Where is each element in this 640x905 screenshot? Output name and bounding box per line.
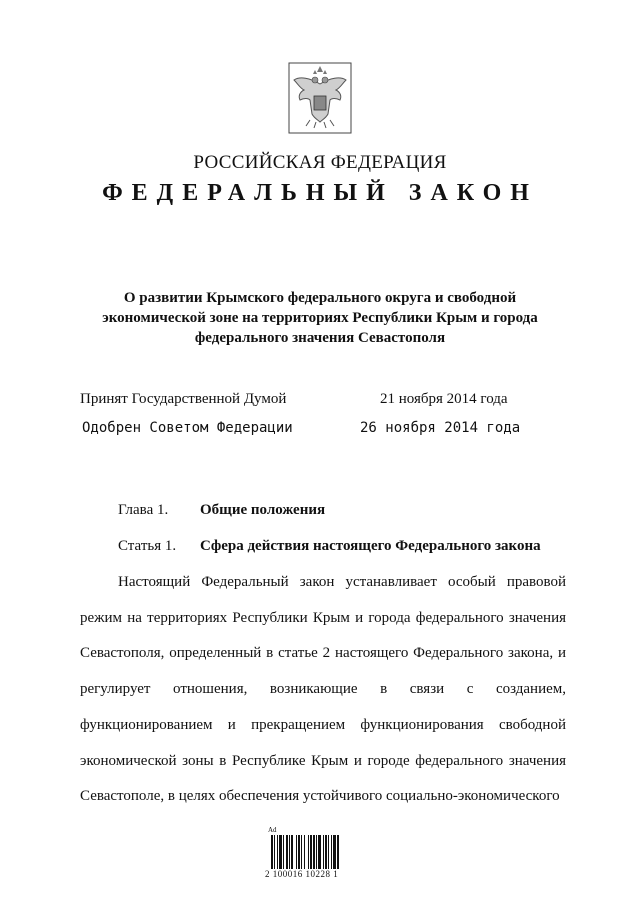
article-body-text: Настоящий Федеральный закон устанавливает особый правовой режим на территориях Республики Крым и города федерального значения Севастополя, определенный в статье 2 настоящего Федерального закона, и регулирует отношения, возникающие в связи с созданием, функционированием и прекращением функционирования свободной экономической зоны в Республике Крым и городе федерального значения Севастополе, в целях обеспечения устойчивого социально-экономического <box>80 574 566 805</box>
law-title: О развитии Крымского федерального округа и свободной экономической зоне на территориях Республики Крым и города федерального значения Севастополя <box>102 290 538 346</box>
article-number: Статья 1. <box>118 538 177 554</box>
chapter-title: Общие положения <box>200 502 326 518</box>
chapter-number: Глава 1. <box>118 502 169 518</box>
approved-date: 26 ноября 2014 года <box>360 420 521 436</box>
russian-coat-of-arms-icon <box>288 62 352 134</box>
document-code: Ad <box>268 826 277 834</box>
country-name: РОССИЙСКАЯ ФЕДЕРАЦИЯ <box>193 152 447 173</box>
adopted-date: 21 ноября 2014 года <box>380 391 508 407</box>
approved-label: Одобрен Советом Федерации <box>82 420 293 436</box>
article-title: Сфера действия настоящего Федерального закона <box>200 538 541 554</box>
adopted-label: Принят Государственной Думой <box>80 391 287 407</box>
barcode-icon <box>270 835 360 869</box>
barcode-number: 2 100016 10228 1 <box>265 869 339 879</box>
law-type-heading: ФЕДЕРАЛЬНЫЙ ЗАКОН <box>102 180 538 206</box>
